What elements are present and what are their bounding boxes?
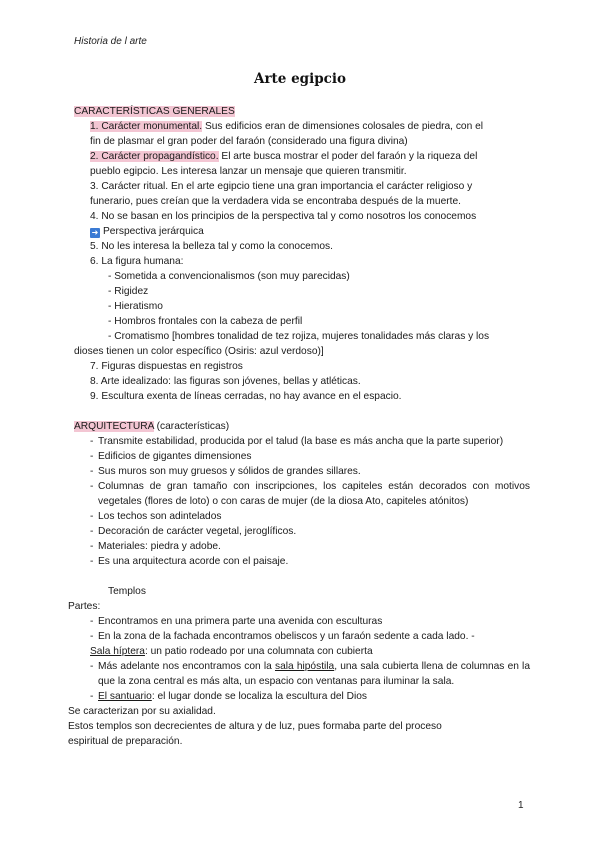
section-heading-templos: Templos <box>108 586 146 597</box>
paragraph: Partes: <box>68 601 101 612</box>
list-item: 2. Carácter propagandístico. El arte busca mostrar el poder del faraón y la riqueza del <box>90 151 478 162</box>
list-item: 7. Figuras dispuestas en registros <box>90 361 243 372</box>
paragraph: Se caracterizan por su axialidad. <box>68 706 216 717</box>
sub-list-item: - Cromatismo [hombres tonalidad de tez rojiza, mujeres tonalidades más claras y los <box>108 331 490 342</box>
list-item-continuation: ➜ Perspectiva jerárquica <box>91 226 204 237</box>
list-item: - Materiales: piedra y adobe. <box>90 541 221 552</box>
list-item: - Los techos son adintelados <box>90 511 222 522</box>
sub-list-item: - Sometida a convencionalismos (son muy parecidas) <box>108 271 350 282</box>
list-item-continuation: Sala híptera: un patio rodeado por una columnata con cubierta <box>90 646 373 657</box>
list-item: 8. Arte idealizado: las figuras son jóvenes, bellas y atléticas. <box>90 376 361 387</box>
list-item: 4. No se basan en los principios de la perspectiva tal y como nosotros los conocemos <box>90 211 477 222</box>
section-heading-caracteristicas: CARACTERÍSTICAS GENERALES <box>74 106 235 117</box>
section-heading-arquitectura: ARQUITECTURA (características) <box>74 421 230 432</box>
list-item-continuation: pueblo egipcio. Les interesa lanzar un mensaje que quieren transmitir. <box>90 166 407 177</box>
document-body <box>68 104 530 749</box>
list-item: - Transmite estabilidad, producida por el talud (la base es más ancha que la parte superior) <box>90 436 504 447</box>
page-number: 1 <box>518 800 524 811</box>
sub-list-item: - Hombros frontales con la cabeza de perfil <box>108 316 303 327</box>
list-item: 5. No les interesa la belleza tal y como la conocemos. <box>90 241 333 252</box>
list-item-continuation: fin de plasmar el gran poder del faraón (considerado una figura divina) <box>90 136 408 147</box>
list-item-continuation: funerario, pues creían que la verdadera vida se encontraba después de la muerte. <box>90 196 461 207</box>
list-item: - Es una arquitectura acorde con el paisaje. <box>90 556 289 567</box>
list-item: 9. Escultura exenta de líneas cerradas, no hay avance en el espacio. <box>90 391 402 402</box>
list-item: - Decoración de carácter vegetal, jeroglíficos. <box>90 526 297 537</box>
paragraph-continuation: espiritual de preparación. <box>68 736 183 747</box>
page-title: Arte egipcio <box>253 71 347 87</box>
list-item: - Encontramos en una primera parte una avenida con esculturas <box>90 616 383 627</box>
list-item: - En la zona de la fachada encontramos obeliscos y un faraón sedente a cada lado. - <box>90 631 475 642</box>
list-item: - Edificios de gigantes dimensiones <box>90 451 252 462</box>
list-item: - El santuario: el lugar donde se localiza la escultura del Dios <box>90 691 368 702</box>
list-item: - Más adelante nos encontramos con la sala hipóstila, una sala cubierta llena de columnas en la que la zona central es más alta, un espacio con ventanas para iluminar la sala. <box>90 661 530 687</box>
list-item: - Sus muros son muy gruesos y sólidos de grandes sillares. <box>90 466 361 477</box>
sub-list-item: - Rigidez <box>108 286 149 297</box>
running-header: Historia de l arte <box>74 36 147 47</box>
paragraph: Estos templos son decrecientes de altura y de luz, pues formaba parte del proceso <box>68 721 442 732</box>
list-item: 1. Carácter monumental. Sus edificios eran de dimensiones colosales de piedra, con el <box>90 121 484 132</box>
right-arrow-icon: ➜ <box>91 228 99 237</box>
sub-list-item-continuation: dioses tienen un color específico (Osiris: azul verdoso)] <box>74 346 324 357</box>
list-item: - Columnas de gran tamaño con inscripciones, los capiteles están decorados con motivos vegetales (flores de loto) o con caras de mujer (de la diosa Ato, capiteles atónitos) <box>90 481 530 507</box>
list-item: 3. Carácter ritual. En el arte egipcio tiene una gran importancia el carácter religioso y <box>90 181 473 192</box>
sub-list-item: - Hieratismo <box>108 301 163 312</box>
list-item: 6. La figura humana: <box>90 256 184 267</box>
